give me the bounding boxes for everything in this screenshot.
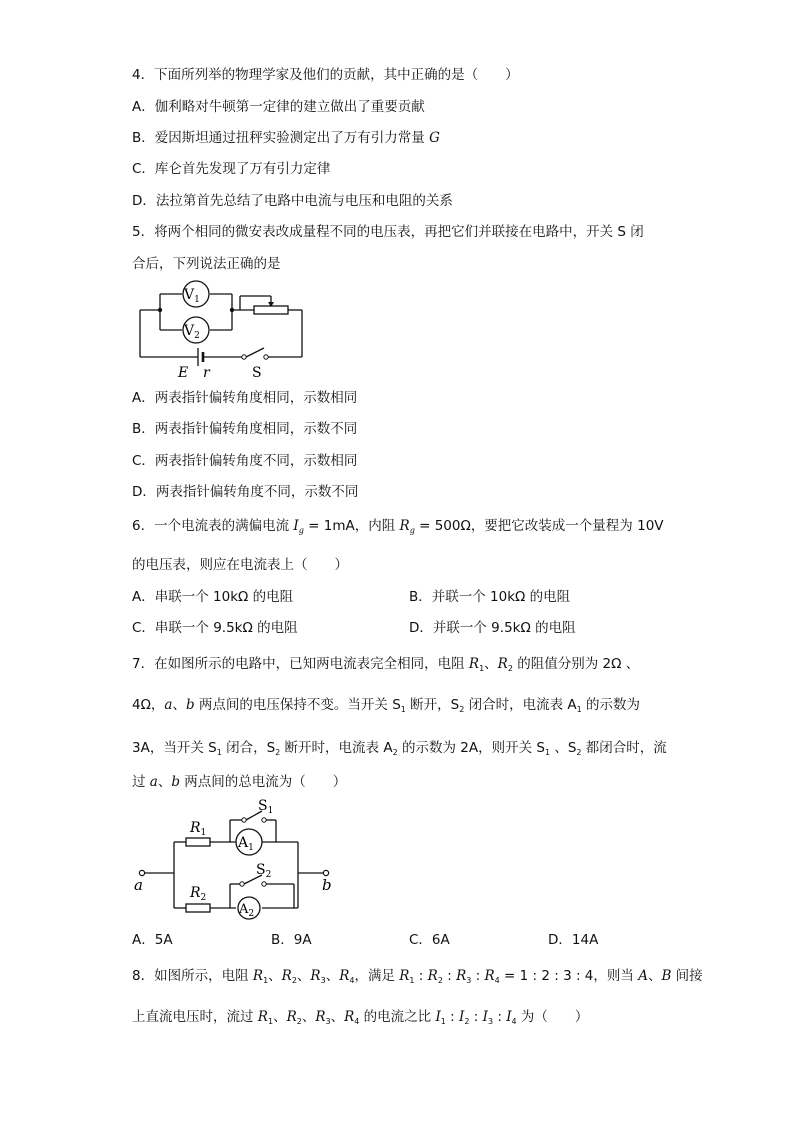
q5-circuit-diagram	[132, 280, 312, 380]
q4-option-c[interactable]: C．库仑首先发现了万有引力定律	[132, 161, 331, 177]
terminal-b-label: b	[322, 876, 332, 894]
switch-s2-label: $S_2$	[256, 862, 272, 880]
sub-3: 3	[320, 976, 326, 985]
r2-symbol: R	[497, 656, 508, 672]
point-b-symbol: b	[185, 697, 195, 713]
q8-stem-line2	[132, 1008, 588, 1031]
sep: 、	[268, 968, 282, 984]
q5-stem-line1: 5．将两个相同的微安表改成量程不同的电压表，再把它们并联接在电路中，开关 S 闭	[132, 224, 644, 240]
sep: :	[442, 968, 457, 984]
q7-stem-line4	[132, 773, 346, 791]
s1-subscript: 1	[400, 705, 406, 714]
q8-l2b: 的电流之比	[359, 1009, 436, 1025]
sub-1: 1	[409, 976, 415, 985]
ig-symbol: I	[293, 518, 299, 534]
s1-subscript: 1	[216, 748, 222, 757]
sep: :	[445, 1009, 460, 1025]
r2-symbol: R	[286, 1009, 297, 1025]
a2-subscript: 2	[392, 748, 398, 757]
emf-label: E	[178, 365, 189, 380]
q7-l1a: 7．在如图所示的电路中，已知两电流表完全相同，电阻	[132, 656, 469, 672]
sep: 、	[325, 968, 340, 984]
gravity-constant-symbol: G	[429, 130, 440, 146]
q7-stem-line2	[132, 696, 640, 719]
terminal-a-label: a	[134, 876, 143, 894]
q4-stem: 4．下面所列举的物理学家及他们的贡献，其中正确的是（ ）	[132, 67, 519, 83]
resistor-r2-label: $R_2$	[190, 885, 207, 903]
q4-option-b[interactable]	[132, 129, 440, 147]
voltmeter-v1-label: $V_1$	[184, 287, 200, 305]
s2-subscript: 2	[576, 748, 582, 757]
i1-symbol: I	[435, 1009, 441, 1025]
q7-option-a[interactable]: A．5A	[132, 932, 173, 948]
sub-2: 2	[464, 1017, 470, 1026]
q5-stem-line2: 合后，下列说法正确的是	[132, 256, 281, 272]
sub-2: 2	[296, 1017, 302, 1026]
point-b-symbol: b	[171, 774, 181, 790]
a1-subscript: 1	[576, 705, 582, 714]
voltmeter-v2-label: $V_2$	[184, 323, 200, 341]
q7-l2e: 闭合时，电流表 A	[464, 697, 577, 713]
q6-text-a: 6．一个电流表的满偏电流	[132, 518, 294, 534]
switch-s-label: S	[252, 365, 262, 380]
sep: :	[493, 1009, 507, 1025]
q6-option-c[interactable]: C．串联一个 9.5kΩ 的电阻	[132, 620, 298, 636]
point-a-symbol: A	[638, 968, 648, 984]
r2-symbol: R	[427, 968, 438, 984]
q6-stem-line2: 的电压表，则应在电流表上（ ）	[132, 557, 348, 573]
ig-value: = 1mA	[303, 518, 355, 534]
r2-symbol: R	[281, 968, 292, 984]
q7-l2c: 两点间的电压保持不变。当开关 S	[194, 697, 401, 713]
q7-option-c[interactable]: C．6A	[409, 932, 450, 948]
q6-stem-line1	[132, 517, 664, 540]
q4-option-d[interactable]: D．法拉第首先总结了电路中电流与电压和电阻的关系	[132, 193, 453, 209]
r4-symbol: R	[484, 968, 495, 984]
q5-option-b[interactable]: B．两表指针偏转角度相同，示数不同	[132, 421, 358, 437]
sep: 、	[301, 1009, 316, 1025]
q7-l4a: 过	[132, 774, 150, 790]
q7-l3c: 断开时，电流表 A	[280, 740, 393, 756]
sub-2: 2	[291, 976, 297, 985]
q8-l1b: ，满足	[354, 968, 400, 984]
internal-resistance-label: r	[203, 365, 210, 380]
q7-l3d: 的示数为 2A，则开关 S	[397, 740, 545, 756]
sub-3: 3	[325, 1017, 331, 1026]
sep: 、	[647, 968, 662, 984]
r1-symbol: R	[252, 968, 264, 984]
r3-symbol: R	[310, 968, 321, 984]
q4-option-a[interactable]: A．伽利略对牛顿第一定律的建立做出了重要贡献	[132, 99, 425, 115]
q6-option-a[interactable]: A．串联一个 10kΩ 的电阻	[132, 589, 294, 605]
r1-symbol: R	[399, 968, 410, 984]
q8-l1d: 间接	[671, 968, 703, 984]
rg-symbol: R	[399, 518, 410, 534]
q8-l2a: 上直流电压时，流过	[132, 1009, 258, 1025]
r2-subscript: 2	[507, 664, 513, 673]
point-b-symbol: B	[661, 968, 672, 984]
i4-symbol: I	[506, 1009, 512, 1025]
point-a-symbol: a	[149, 774, 158, 790]
i2-symbol: I	[459, 1009, 465, 1025]
sub-1: 1	[267, 1017, 274, 1026]
s2-subscript: 2	[275, 748, 281, 757]
sep: 、	[273, 1009, 287, 1025]
sub-1: 1	[263, 976, 269, 985]
resistor-r1-label: $R_1$	[190, 820, 207, 838]
sub-4: 4	[354, 1017, 360, 1026]
r3-symbol: R	[456, 968, 467, 984]
sep: :	[414, 968, 428, 984]
r3-symbol: R	[315, 1009, 326, 1025]
s1-subscript: 1	[544, 748, 551, 757]
r1-symbol: R	[468, 656, 480, 672]
sub-1: 1	[440, 1017, 446, 1026]
q5-option-d[interactable]: D．两表指针偏转角度不同，示数不同	[132, 484, 359, 500]
sep: :	[469, 1009, 483, 1025]
q5-option-a[interactable]: A．两表指针偏转角度相同，示数相同	[132, 390, 358, 406]
q6-text-c: ，要把它改装成一个量程为 10V	[470, 518, 664, 534]
q7-l3b: 闭合，S	[221, 740, 276, 756]
ammeter-a2-label: $A_2$	[239, 902, 255, 919]
sub-3: 3	[466, 976, 472, 985]
q7-option-d[interactable]: D．14A	[548, 932, 599, 948]
q6-text-b: ，内阻	[354, 518, 400, 534]
q7-l4c: 两点间的总电流为（ ）	[180, 774, 347, 790]
q5-option-c[interactable]: C．两表指针偏转角度不同，示数相同	[132, 453, 358, 469]
q7-l3a: 3A，当开关 S	[132, 740, 217, 756]
q7-l2d: 断开，S	[405, 697, 460, 713]
q7-l4b: 、	[157, 774, 172, 790]
q7-l3f: 都闭合时，流	[581, 740, 667, 756]
r1-symbol: R	[257, 1009, 268, 1025]
q7-stem-line3	[132, 739, 667, 762]
r1-subscript: 1	[479, 664, 485, 673]
sub-4: 4	[494, 976, 500, 985]
r4-symbol: R	[344, 1009, 355, 1025]
q6-option-b[interactable]: B．并联一个 10kΩ 的电阻	[409, 589, 571, 605]
r4-symbol: R	[339, 968, 350, 984]
i3-symbol: I	[482, 1009, 488, 1025]
rg-value: = 500Ω	[414, 518, 471, 534]
sub-4: 4	[349, 976, 355, 985]
q8-l1c: ，则当	[593, 968, 639, 984]
sub-3: 3	[487, 1017, 494, 1026]
sep: 、	[330, 1009, 345, 1025]
q7-l1b: 、	[484, 656, 498, 672]
rg-subscript: g	[409, 526, 415, 535]
q7-option-b[interactable]: B．9A	[271, 932, 312, 948]
q8-l1a: 8．如图所示，电阻	[132, 968, 253, 984]
q6-option-d[interactable]: D．并联一个 9.5kΩ 的电阻	[409, 620, 576, 636]
q4-option-b-text: B．爱因斯坦通过扭秤实验测定出了万有引力常量	[132, 130, 430, 146]
q7-l3e: 、S	[550, 740, 577, 756]
q7-l2f: 的示数为	[581, 697, 641, 713]
ig-subscript: g	[298, 526, 304, 535]
ammeter-a1-label: $A_1$	[238, 835, 254, 853]
q8-l2c: 为（ ）	[516, 1009, 589, 1025]
q8-stem-line1	[132, 967, 703, 990]
point-a-symbol: a	[164, 697, 173, 713]
switch-s1-label: $S_1$	[258, 798, 274, 816]
sep: :	[471, 968, 485, 984]
q7-l2a: 4Ω，	[132, 697, 165, 713]
sub-2: 2	[437, 976, 443, 985]
q7-l1c: 的阻值分别为 2Ω 、	[512, 656, 640, 672]
s2-subscript: 2	[459, 705, 465, 714]
q7-stem-line1	[132, 655, 639, 678]
q7-l2b: 、	[172, 697, 186, 713]
sep: 、	[296, 968, 311, 984]
q7-circuit-diagram	[130, 798, 340, 920]
ratio-value: = 1 : 2 : 3 : 4	[499, 968, 594, 984]
sub-4: 4	[511, 1017, 517, 1026]
